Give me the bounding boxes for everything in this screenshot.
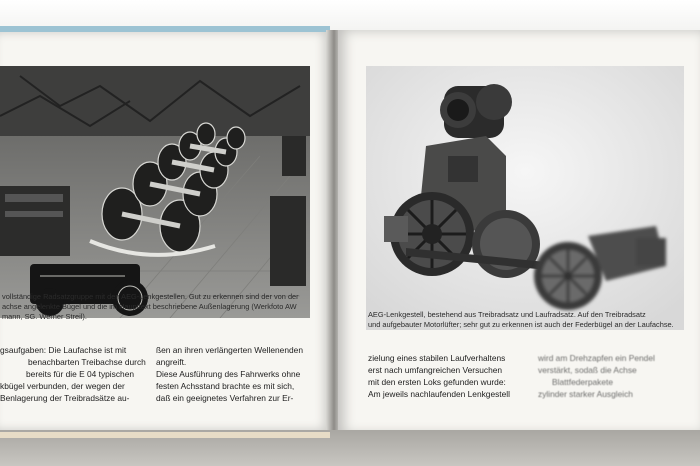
workshop-photo (0, 66, 310, 318)
body-line: Diese Ausführung des Fahrwerks ohne (156, 369, 301, 379)
right-text-column-2 (538, 352, 655, 400)
body-line: angreift. (156, 357, 187, 367)
page-edge-strip (0, 432, 330, 438)
body-line: Blattfederpakete (552, 377, 613, 387)
body-line: ßen an ihren verlängerten Wellenenden (156, 345, 303, 355)
scan-background-bottom (0, 430, 700, 466)
bogie-photo (366, 66, 684, 330)
body-line: bereits für die E 04 typischen (26, 369, 135, 379)
body-line: mit den ersten Loks gefunden wurde: (368, 377, 506, 387)
body-line: gsaufgaben: Die Laufachse ist mit (0, 345, 127, 355)
right-page (338, 30, 700, 434)
left-caption-line: vollständige Radsatzgruppe mit den AEG-Lenkgestellen. Gut zu erkennen sind der von der (2, 292, 299, 301)
body-line: kbügel verbunden, der wegen der (0, 381, 125, 391)
left-page (0, 32, 330, 430)
right-caption-line: und aufgebauter Motorlüfter; sehr gut zu erkennen ist auch der Federbügel an der Laufachse. (368, 320, 674, 329)
body-line: zylinder starker Ausgleich (538, 389, 633, 399)
body-line: daß ein geeignetes Verfahren zur Er- (156, 393, 294, 403)
workshop-illustration (0, 66, 310, 318)
left-text-column-2 (156, 344, 303, 404)
bogie-illustration (366, 66, 684, 330)
left-photo-caption (2, 292, 299, 322)
left-caption-line: achse angelenkte Bügel und die im Haupttext beschriebene Außenlagerung (Werkfoto AW (2, 302, 297, 311)
body-line: festen Achsstand brachte es mit sich, (156, 381, 295, 391)
body-line: zielung eines stabilen Laufverhaltens (368, 353, 506, 363)
right-caption-line: AEG-Lenkgestell, bestehend aus Treibradsatz und Laufradsatz. Auf den Treibradsatz (368, 310, 646, 319)
right-text-column-1 (368, 352, 510, 400)
body-line: benachbarten Treibachse durch (28, 357, 146, 367)
left-caption-line: mann, SG. Werner Streil). (2, 312, 87, 321)
body-line: verstärkt, sodaß die Achse (538, 365, 637, 375)
body-line: Benlagerung der Treibradsätze au- (0, 393, 130, 403)
body-line: erst nach umfangreichen Versuchen (368, 365, 503, 375)
body-line: wird am Drehzapfen ein Pendel (538, 353, 655, 363)
right-photo-caption (368, 310, 674, 330)
left-text-column-1 (0, 344, 146, 404)
body-line: Am jeweils nachlaufenden Lenkgestell (368, 389, 510, 399)
